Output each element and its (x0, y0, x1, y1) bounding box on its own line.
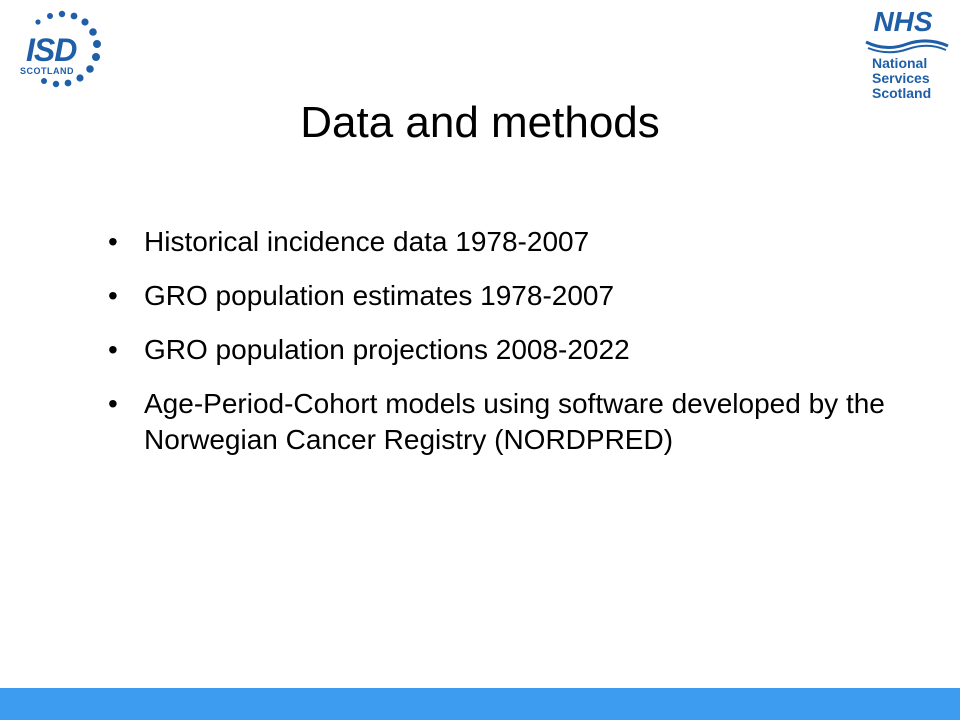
bullet-item (108, 278, 908, 314)
bullet-text: Historical incidence data 1978-2007 (144, 226, 590, 257)
isd-scotland-logo (10, 8, 110, 98)
footer-bar (0, 688, 960, 720)
nhs-logo (862, 6, 952, 104)
bullet-icon: • (108, 280, 118, 311)
bullet-text: GRO population projections 2008-2022 (144, 334, 630, 365)
bullet-text: GRO population estimates 1978-2007 (144, 280, 615, 311)
nhs-org-name (872, 56, 952, 101)
nhs-badge: NHS (873, 6, 933, 37)
bullet-list (108, 224, 908, 476)
bullet-icon: • (108, 388, 118, 419)
bullet-item (108, 332, 908, 368)
nhs-org-line: Scotland (872, 85, 932, 101)
nhs-org-line: National (872, 55, 928, 71)
nhs-org-line: Services (872, 70, 930, 86)
bullet-icon: • (108, 334, 118, 365)
bullet-item (108, 386, 908, 458)
saltire-wave-icon (864, 38, 950, 54)
bullet-icon: • (108, 226, 118, 257)
isd-wordmark: ISD (26, 32, 77, 68)
bullet-text: Age-Period-Cohort models using software developed by the Norwegian Cancer Registry (NORDPRED) (144, 388, 885, 455)
bullet-item (108, 224, 908, 260)
slide-title: Data and methods (300, 98, 660, 147)
isd-subtitle: SCOTLAND (20, 66, 74, 76)
